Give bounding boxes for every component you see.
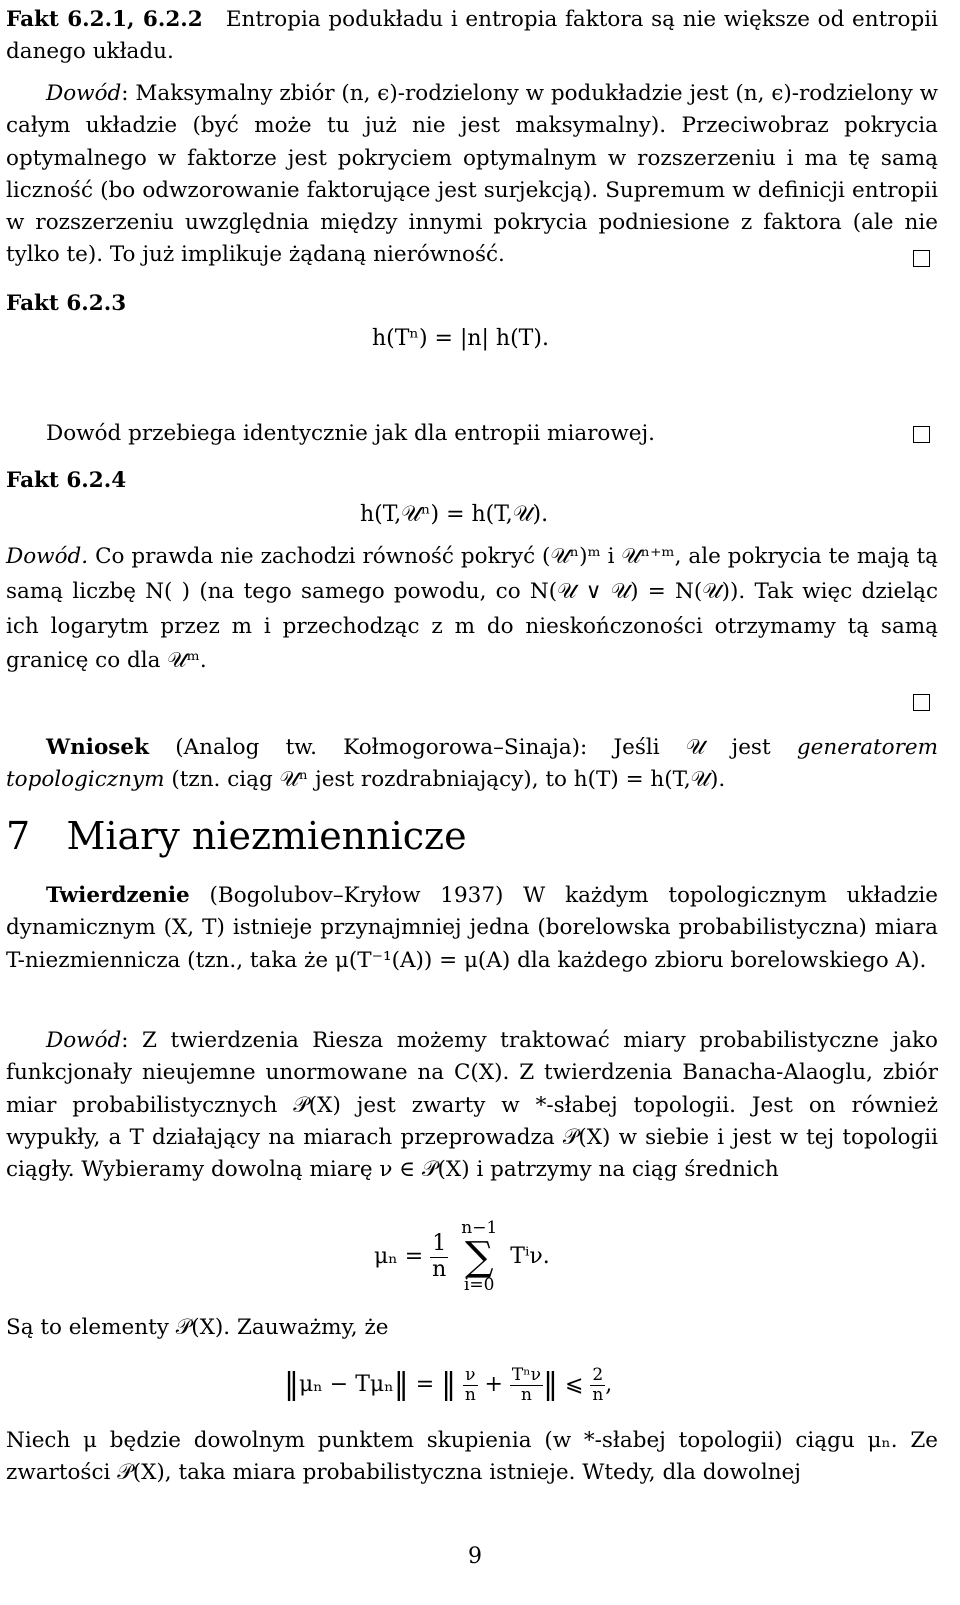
equation-mean-measure	[374, 1220, 550, 1294]
twierdzenie	[6, 880, 938, 977]
wniosek-text-b: (tzn. ciąg 𝒰ⁿ jest rozdrabniający), to h(T) = h(T,𝒰).	[164, 767, 726, 793]
twierdzenie-text: (Bogolubov–Kryłow 1937) W każdym topologicznym układzie dynamicznym (X, T) istnieje przynajmniej jedna (borelowska probabilistyczna) miara T-niezmiennicza (tzn., taka że μ(T⁻¹(A)) = μ(A) dla każdego zbioru borelowskiego A).	[6, 883, 938, 973]
page-number: 9	[468, 1544, 482, 1569]
fakt-6-2-3-proof	[6, 418, 938, 450]
eq-mu-lhs: μₙ =	[374, 1244, 431, 1269]
section-title: Miary niezmiennicze	[66, 814, 467, 858]
document-page	[6, 0, 938, 1605]
eq-norm-eq: =	[408, 1372, 442, 1397]
eq-mu-fraction	[430, 1232, 448, 1281]
eq-norm-frac-3	[590, 1366, 605, 1404]
fakt-6-2-1	[6, 4, 938, 69]
eq-norm-t2-den: n	[520, 1384, 532, 1405]
fakt-6-2-3-label: Fakt 6.2.3	[6, 291, 127, 316]
dowod-6-2-1	[6, 78, 938, 272]
eq-mu-sum	[461, 1220, 497, 1294]
norm-bar-icon: ‖	[542, 1367, 558, 1402]
wniosek-text-em: generatorem topologicznym	[6, 735, 938, 793]
qed-mark	[913, 694, 930, 711]
wniosek	[6, 732, 938, 797]
dowod-tw-label: Dowód	[46, 1028, 122, 1053]
dowod-tw-text: : Z twierdzenia Riesza możemy traktować miary probabilistyczne jako funkcjonały nieujemne unormowane na C(X). Z twierdzenia Banacha-Alaoglu, zbiór miar probabilistycznych 𝒫(X) jest zwarty w *-słabej topologii. Jest on również wypukły, a T działający na miarach przeprowadza 𝒫(X) w siebie i jest w tej topologii ciągły. Wybieramy dowolną miarę ν ∈ 𝒫(X) i patrzymy na ciąg średnich	[6, 1028, 938, 1182]
qed-mark	[913, 426, 930, 443]
wniosek-text-a: (Analog tw. Kołmogorowa–Sinaja): Jeśli 𝒰 jest	[148, 735, 797, 760]
norm-bar-icon: ‖	[441, 1367, 457, 1402]
eq-norm-t1-num: ν	[465, 1364, 476, 1385]
eq-norm-le: ⩽	[557, 1372, 591, 1397]
eq-norm-tail: ,	[605, 1372, 613, 1397]
eq-mu-den: n	[432, 1256, 447, 1282]
twierdzenie-label: Twierdzenie	[46, 883, 190, 908]
eq-mu-rhs: Tⁱν.	[510, 1244, 550, 1269]
fakt-6-2-1-label: Fakt 6.2.1, 6.2.2	[6, 7, 203, 32]
eq-norm-t1-den: n	[464, 1384, 476, 1405]
dowod-twierdzenia	[6, 1025, 938, 1186]
eq-norm-inner: μₙ − Tμₙ	[299, 1372, 394, 1397]
norm-bar-icon: ‖	[284, 1367, 299, 1402]
dowod-6-2-1-text: : Maksymalny zbiór (n, ϵ)-rodzielony w podukładzie jest (n, ϵ)-rodzielony w całym układzie (być może tu już nie jest maksymalny). Przeciwobraz pokrycia optymalnego w faktorze jest pokryciem optymalnym w rozszerzeniu i ma tę samą liczność (bo odwzorowanie faktorujące jest surjekcją). Supremum w definicji entropii w rozszerzeniu uwzględnia między innymi pokrycia podniesione z faktora (ale nie tylko te). To już implikuje żądaną nierówność.	[6, 81, 938, 268]
line-elements: Są to elementy 𝒫(X). Zauważmy, że	[6, 1315, 389, 1340]
section-number: 7	[6, 814, 31, 858]
section-heading	[6, 808, 467, 865]
fakt-6-2-3-proof-text: Dowód przebiega identycznie jak dla entropii miarowej.	[46, 421, 655, 446]
norm-bar-icon: ‖	[393, 1367, 409, 1402]
qed-mark	[913, 250, 930, 267]
dowod-6-2-4-label: Dowód.	[6, 544, 89, 569]
eq-norm-frac-1	[463, 1366, 477, 1404]
equation-entropy-power: h(Tⁿ) = |n| h(T).	[372, 326, 549, 351]
eq-norm-t3-den: n	[592, 1384, 604, 1405]
eq-norm-plus: +	[477, 1372, 510, 1397]
eq-norm-t2-num: Tⁿν	[511, 1364, 541, 1385]
fakt-6-2-4-label: Fakt 6.2.4	[6, 468, 127, 493]
eq-mu-num: 1	[432, 1231, 447, 1257]
eq-norm-frac-2	[510, 1366, 543, 1404]
equation-entropy-cover: h(T,𝒰ⁿ) = h(T,𝒰).	[360, 502, 549, 527]
eq-mu-sum-bot: i=0	[464, 1275, 495, 1295]
closing-paragraph: Niech μ będzie dowolnym punktem skupienia (w *-słabej topologii) ciągu μₙ. Ze zwartości 𝒫(X), taka miara probabilistyczna istnieje. Wtedy, dla dowolnej	[6, 1428, 938, 1486]
fakt-6-2-3	[6, 288, 938, 320]
eq-norm-t3-num: 2	[592, 1364, 604, 1385]
wniosek-label: Wniosek	[46, 735, 149, 760]
sigma-symbol: ∑	[464, 1234, 494, 1280]
equation-norm	[284, 1362, 612, 1407]
eq-mu-sum-top: n−1	[461, 1218, 498, 1238]
dowod-6-2-4-text: Co prawda nie zachodzi równość pokryć (𝒰ⁿ)ᵐ i 𝒰ⁿ⁺ᵐ, ale pokrycia te mają tą samą liczbę N( ) (na tego samego powodu, co N(𝒰 ∨ 𝒰) = N(𝒰)). Tak więc dzieląc ich logarytm przez m i przechodząc z m do nieskończoności otrzymamy tą samą granicę co dla 𝒰ᵐ.	[6, 544, 938, 674]
fakt-6-2-1-text: Entropia podukładu i entropia faktora są nie większe od entropii danego układu.	[6, 7, 938, 65]
dowod-6-2-1-label: Dowód	[46, 81, 122, 106]
dowod-6-2-4	[6, 540, 938, 679]
fakt-6-2-4	[6, 465, 938, 497]
